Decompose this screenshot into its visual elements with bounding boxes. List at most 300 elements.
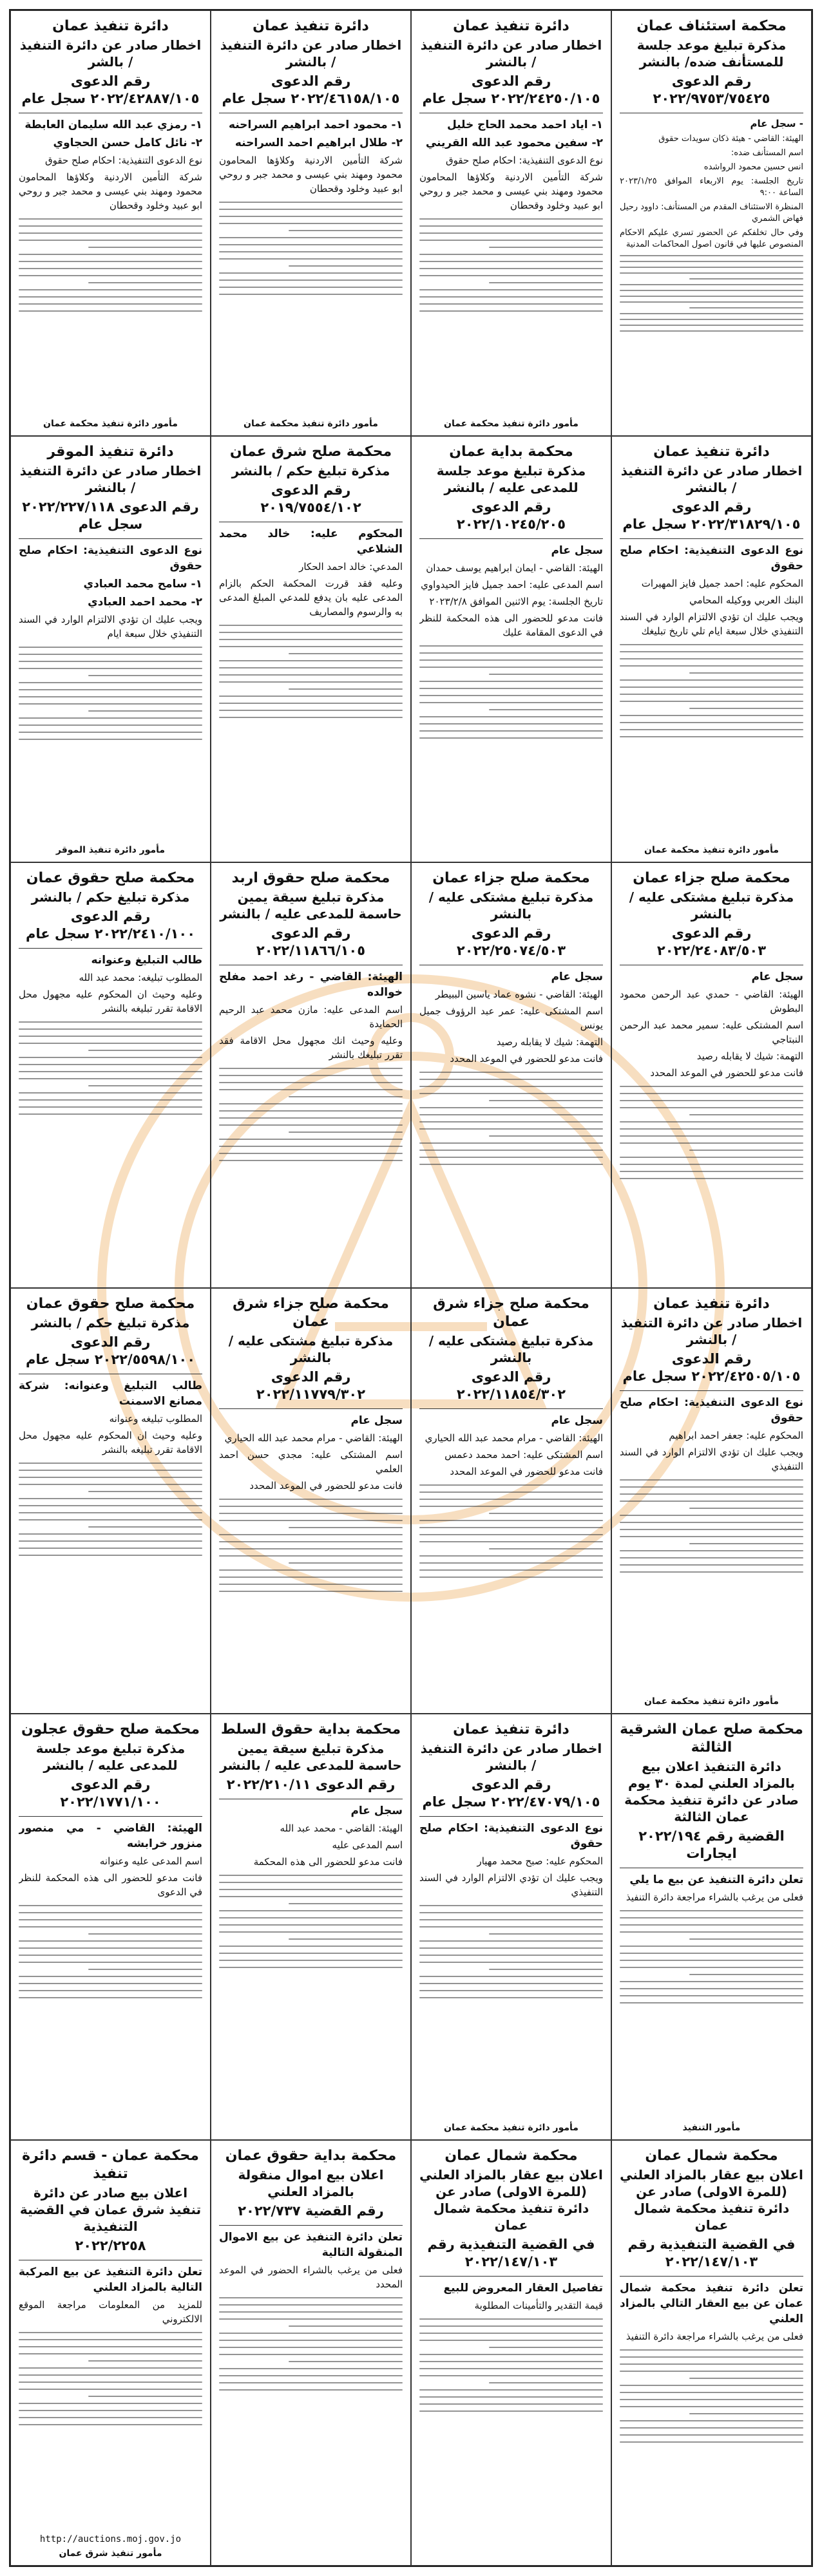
fine-print-line [19,1990,202,1991]
fine-print-line [620,1142,803,1144]
fine-print-line [419,303,603,305]
notice-court: محكمة شمال عمان [444,2147,578,2164]
notice-body [620,117,803,430]
fine-print-line [689,2378,803,2379]
fine-print-line [620,2363,803,2365]
fine-print-line [620,1157,803,1158]
fine-print-line [19,1028,202,1030]
fine-print-line [419,1107,603,1108]
fine-print-line [219,703,403,704]
notice-court: دائرة تنفيذ عمان [52,18,169,34]
fine-print-line [219,2375,403,2376]
fine-print-line [620,2427,803,2429]
notice-card [611,436,812,862]
fine-print-line [289,1132,403,1133]
fine-print-line [620,1128,803,1130]
fine-print-line [88,282,202,283]
notice-subject: اخطار صادر عن دائرة التنفيذ / بالنشر [420,37,602,70]
notice-line: نوع الدعوى التنفيذية: احكام صلح حقوق [620,544,803,573]
fine-print-line [219,1555,403,1557]
fine-print-line [419,1484,603,1486]
notices-grid [9,9,813,2567]
notice-case-number: رقم الدعوى ٢٠٢٢/٤٢٥٠٥/١٠٥ سجل عام [622,1350,801,1384]
fine-print-line [419,2318,603,2320]
notice-card [611,862,812,1288]
notice-body [419,969,603,1282]
fine-print-line [19,1092,202,1094]
fine-print-line [219,1541,403,1542]
notice-subject: مذكرة تبليغ مشتكى عليه / بالنشر [428,889,594,922]
fine-print-line [419,240,603,241]
fine-print-line [19,1555,202,1556]
fine-print-line [19,218,202,220]
notice-subject: اعلان بيع اموال منقولة بالمزاد العلني [238,2166,384,2199]
fine-print-line [620,729,803,730]
fine-print-line [219,1882,403,1883]
notice-line: ويجب عليك ان تؤدي الالتزام الوارد في السند التنفيذي خلال سبعة ايام تلي تاريخ تبليغك [620,611,803,638]
fine-print-line [419,1142,603,1144]
fine-print-line [219,2347,403,2348]
fine-print-line [19,1976,202,1977]
fine-print-line [19,1926,202,1927]
fine-print-line [19,268,202,269]
fine-print-line [19,1057,202,1058]
notice-card [211,862,411,1288]
fine-print-line [620,658,803,659]
notice-line: المدعي: خالد احمد الحكار [299,561,403,573]
fine-print-line [19,1997,202,1998]
fine-print-line [219,1584,403,1585]
fine-print-line [19,275,202,276]
fine-print-line [419,652,603,654]
fine-print-line [419,1150,603,1151]
notice-line: سجل عام [350,1804,403,1818]
fine-print-line [419,2325,603,2327]
notice-line: فعلى من يرغب بالشراء مراجعة دائرة التنفيذ [626,1891,803,1904]
fine-print-line [620,1924,803,1926]
fine-print-line [419,1492,603,1493]
fine-print-line [620,1086,803,1087]
fine-print-line [219,1569,403,1571]
notice-line: فانت مدعو للحضور الى هذه المحكمة [253,1856,403,1868]
fine-print-line [88,1050,202,1051]
fine-print-line [19,717,202,719]
fine-print-line [19,1470,202,1471]
fine-print-line [219,2382,403,2383]
notice-line: سجل عام [350,1414,403,1427]
fine-print-line [620,1917,803,1918]
notice-footer: مأمور دائرة تنفيذ الموقر [55,844,166,855]
fine-print-line [620,701,803,702]
notice-line: اسم المستأنف ضده: [731,148,803,158]
notice-divider [219,1408,403,1409]
fine-print-line [88,2396,202,2397]
fine-print-line [419,275,603,276]
notice-card [411,436,611,862]
fine-print-line [19,296,202,298]
fine-print-line [689,708,803,709]
fine-print-line [219,632,403,633]
notice-line: وعليه وحيث ان المحكوم عليه مجهول محل الاقامة تقرر تبليغه بالنشر [19,1429,202,1455]
notice-case-number: رقم الدعوى ٢٠٢٢/٥٥٩٨/١٠٠ سجل عام [25,1334,196,1367]
fine-print-line [419,730,603,732]
notice-divider [219,2225,403,2226]
fine-print-line [19,1106,202,1108]
fine-print-line [419,2340,603,2341]
notice-subject: مذكرة تبليغ موعد جلسة للمدعى عليه / بالنشر [436,463,586,496]
fine-print-line [419,2375,603,2376]
fine-print-line [19,1036,202,1037]
fine-print-line [419,1997,603,1998]
fine-print-line [489,1100,603,1101]
fine-print-line [219,1499,403,1500]
notice-line: - سجل عام [750,118,803,129]
notice-line: انس حسين محمود الرواشده [703,162,803,172]
notice-line: الهيئة: القاضي - نشوه عماد ياسين الببيطر [435,988,603,1000]
notice-line: سجل عام [551,1414,603,1427]
fine-print-line [19,2382,202,2383]
notice-subject: اخطار صادر عن دائرة التنفيذ / بالنشر [220,37,402,70]
notice-case-number: رقم الدعوى ٢٠٢٢/١١٧٧٩/٣٠٢ [256,1368,366,1402]
notice-footer: مأمور دائرة تنفيذ محكمة عمان [43,419,178,430]
fine-print-line [19,1947,202,1949]
notice-line: سجل عام [551,970,603,983]
fine-print-line [88,1085,202,1086]
fine-print-line [19,225,202,227]
fine-print-line [19,647,202,648]
notice-footer: مأمور التنفيذ [682,2122,741,2133]
fine-print-line [419,2368,603,2369]
fine-print-line [219,237,403,238]
fine-print-line [689,672,803,674]
fine-print-line [88,1933,202,1935]
notice-line: طالب التبليغ وعنوانه [91,953,202,967]
notice-court: محكمة عمان - قسم دائرة تنفيذ [22,2147,199,2182]
notice-card [411,2140,611,2566]
fine-print-line [620,313,803,314]
fine-print-line [689,1938,803,1940]
fine-print-line [219,1889,403,1890]
fine-print-line [419,1919,603,1920]
fine-print-line [219,294,403,295]
notice-line: سجل عام [551,544,603,558]
fine-print-line [19,1463,202,1464]
fine-print-line [289,688,403,690]
fine-print-line [620,1522,803,1523]
notice-body [419,1821,603,2118]
fine-print-line [219,1917,403,1918]
notice-divider [419,1408,603,1409]
notice-case-number: القضية رقم ٢٠٢٢/١٩٤ ايجارات [638,1828,785,1862]
notice-subject: اعلان بيع عقار بالمزاد العلني (للمرة الاولى) صادر عن دائرة تنفيذ محكمة شمال عمان [419,2166,603,2233]
notice-case-number: رقم الدعوى ٢٠٢٢/٩٧٥٣/٧٥٤٢٥ [653,73,770,106]
fine-print-line [620,2002,803,2003]
notice-line: التهمة: شيك لا يقابله رصيد [696,1050,803,1062]
notice-line: نوع الدعوى التنفيذية: احكام صلح حقوق [419,1822,603,1851]
notice-body [419,117,603,415]
fine-print-line [620,2392,803,2393]
fine-print-line [219,639,403,640]
fine-print-line [219,2368,403,2369]
fine-print-line [219,209,403,210]
notice-subject: مذكرة تبليغ سيقة يمين حاسمة للمدعى عليه / بالنشر [220,889,402,922]
notice-line: سجل عام [751,970,803,983]
notice-line: ١- اياد احمد محمد الحاج خليل [446,118,603,131]
notice-line: ويجب عليك ان تؤدي الالتزام الوارد في السند التنفيذي [419,1872,603,1899]
fine-print-line [19,2353,202,2354]
notice-line: طالب التبليغ وعنوانه: شركة مصانع الاسمنت [19,1379,202,1408]
fine-print-line [689,1508,803,1509]
notice-case-number: رقم الدعوى ٢٠٢٢/١٠٢٤٥/٢٠٥ [456,499,566,533]
notice-line: المطلوب تبليغه: محمد عبد الله [79,971,202,983]
notice-card [10,436,211,862]
fine-print-line [419,737,603,739]
notice-subject: مذكرة تبليغ موعد جلسة للمستأنف ضده/ بالنشر [636,37,787,70]
fine-print-line [419,659,603,661]
notice-subject: اخطار صادر عن دائرة التنفيذ / بالنشر [620,463,803,496]
notice-line: تعلن دائرة التنفيذ عن بيع الاموال المنقولة التالية [219,2230,403,2259]
notice-divider [620,538,803,539]
fine-print-line [19,696,202,697]
notice-line: وعليه وحيث ان المحكوم عليه مجهول محل الاقامة تقرر تبليغه بالنشر [19,988,202,1014]
fine-print-line [689,1974,803,1975]
fine-print-line [19,1919,202,1920]
notice-divider [620,1390,803,1391]
fine-print-line [620,284,803,285]
fine-print-line [620,2371,803,2372]
fine-print-line [419,310,603,312]
notice-card [10,862,211,1288]
fine-print-line [620,1931,803,1933]
notice-line: نوع الدعوى التنفيذية: احكام صلح حقوق [19,544,202,573]
notice-body [219,969,403,1282]
fine-print-line [289,1527,403,1528]
notice-body [620,969,803,1282]
notice-body [219,2230,403,2560]
notice-card [611,1714,812,2139]
fine-print-line [19,2367,202,2369]
fine-print-line [19,303,202,305]
fine-print-line [620,1479,803,1481]
fine-print-line [219,2304,403,2306]
notice-body [219,1413,403,1708]
fine-print-line [620,2349,803,2351]
fine-print-line [19,703,202,705]
fine-print-line [289,2361,403,2362]
notice-subject: مذكرة تبليغ مشتكى عليه / بالنشر [228,1332,394,1365]
fine-print-line [620,1135,803,1137]
fine-print-line [19,1071,202,1072]
fine-print-line [419,667,603,668]
notice-line: المحكوم عليه: احمد جميل فايز المهيرات [641,578,803,590]
notice-body [419,543,603,856]
notice-line: نوع الدعوى التنفيذية: احكام صلح حقوق [620,1396,803,1425]
notice-court: محكمة استئناف عمان [636,18,787,34]
fine-print-line [489,709,603,710]
fine-print-line [419,232,603,234]
fine-print-line [419,1499,603,1500]
notice-body [19,952,202,1282]
fine-print-line [419,1555,603,1557]
fine-print-line [19,2346,202,2347]
fine-print-line [419,289,603,290]
fine-print-line [19,2424,202,2425]
notice-line: اسم المدعى عليه [332,1839,403,1852]
fine-print-line [219,2354,403,2355]
fine-print-line [219,1960,403,1961]
fine-print-line [419,2410,603,2412]
notice-body [19,543,202,840]
fine-print-line [419,261,603,262]
fine-print-line [19,261,202,262]
fine-print-line [620,261,803,262]
notice-line: نوع الدعوى التنفيذية: احكام صلح حقوق [445,155,603,166]
fine-print-line [219,1110,403,1112]
fine-print-line [19,1498,202,1499]
notice-card [211,1714,411,2139]
fine-print-line [620,651,803,652]
fine-print-line [289,2325,403,2327]
notice-case-number: رقم الدعوى ٢٠٢٢/٢٤١٠/١٠٠ سجل عام [25,908,196,942]
notice-case-number: رقم الدعوى ٢٠٢٢/٤٧٠٧٩/١٠٥ سجل عام [422,1777,600,1810]
notice-card [211,436,411,862]
fine-print-line [219,2311,403,2313]
fine-print-line [19,232,202,234]
notice-body [19,1821,202,2134]
fine-print-line [19,1519,202,1520]
notice-case-number: رقم الدعوى ٢٠٢٢/٢٥٠٧٤/٥٠٣ [456,925,566,958]
notice-court: دائرة تنفيذ عمان [253,18,369,34]
fine-print-line [219,1591,403,1592]
notice-court: محكمة صلح حقوق عمان [26,869,195,886]
fine-print-line [620,1501,803,1502]
fine-print-line [419,1990,603,1991]
fine-print-line [219,244,403,245]
notice-line: شركة التأمين الاردنية وكلاؤها المحامون محمود ومهند بني عيسى و محمد جبر و روحي ابو عبيد وخلود وقحطان [419,171,603,211]
fine-print-line [219,279,403,281]
notice-body [620,543,803,840]
fine-print-line [19,1962,202,1963]
fine-print-line [19,1955,202,1956]
notice-line: فعلى من يرغب بالشراء الحضور في الموعد المحدد [219,2264,403,2290]
fine-print-line [19,654,202,655]
notice-line: ١- سامح محمد العبادي [83,578,202,591]
notice-line: تعلن دائرة التنفيذ عن بيع ما يلي [629,1873,803,1887]
notice-line: شركة التأمين الاردنية وكلاؤها المحامون محمود ومهند بني عيسى و محمد جبر و روحي ابو عبيد وخلود وقحطان [19,171,202,211]
fine-print-line [19,1043,202,1044]
fine-print-line [620,722,803,723]
notice-line: فانت مدعو للحضور في الموعد المحدد [650,1066,803,1079]
fine-print-line [689,278,803,279]
notice-subject: اخطار صادر عن دائرة التنفيذ / بالنشر [620,1314,803,1347]
notice-line: ٢- سفين محمود عبد الله القريني [425,137,603,149]
fine-print-line [419,1527,603,1528]
fine-print-line [419,723,603,724]
fine-print-line [19,1484,202,1485]
notice-line: الهيئة: القاضي - مي منصور منزور خرابشه [19,1822,202,1851]
fine-print-line [219,1896,403,1897]
fine-print-line [419,1976,603,1977]
notice-case-number: رقم الدعوى ٢٠٢٢/٢١٠/١١ [226,1777,396,1793]
notice-divider [19,948,202,949]
fine-print-line [689,1543,803,1544]
fine-print-line [289,653,403,654]
fine-print-line [419,1157,603,1158]
fine-print-line [88,1491,202,1492]
fine-print-line [19,1540,202,1542]
notice-card [211,2140,411,2566]
notice-court: محكمة صلح حقوق عمان [26,1295,195,1312]
notice-line: فانت مدعو للحضور في الموعد المحدد [450,1465,603,1477]
fine-print-line [19,1505,202,1506]
fine-print-line [489,1513,603,1514]
notice-divider [19,1816,202,1817]
notice-court: محكمة صلح جزاء عمان [432,869,590,886]
fine-print-line [620,290,803,291]
notice-divider [19,538,202,539]
fine-print-line [19,2332,202,2333]
notice-subject: مذكرة تبليغ سيقة يمين حاسمة للمدعى عليه / بالنشر [220,1741,402,1774]
fine-print-line [419,1128,603,1130]
fine-print-line [219,216,403,217]
fine-print-line [419,1534,603,1535]
notice-case-number: رقم الدعوى ٢٠٢٢/٢٤٠٨٣/٥٠٣ [656,925,767,958]
notice-line: تاريخ الجلسة: يوم الاثنين الموافق ٢٠٢٣/٢/٨ [429,596,603,608]
fine-print-line [219,2389,403,2391]
fine-print-line [419,1955,603,1956]
fine-print-line [19,1064,202,1065]
fine-print-line [19,668,202,669]
fine-print-line [419,2389,603,2391]
notice-footer: مأمور دائرة تنفيذ محكمة عمان [444,2122,578,2133]
fine-print-line [620,1564,803,1566]
notice-subject: مذكرة تبليغ مشتكى عليه / بالنشر [428,1332,594,1365]
notice-body [419,2280,603,2560]
notice-body [219,526,403,856]
fine-print-line [620,301,803,303]
fine-print-line [620,1121,803,1122]
fine-print-line [219,1910,403,1911]
notice-case-number: رقم الدعوى ٢٠٢٢/١١٨٥٤/٣٠٢ [456,1368,566,1402]
fine-print-line [620,2356,803,2358]
fine-print-line [19,1905,202,1906]
fine-print-line [419,645,603,647]
fine-print-line [620,1946,803,1947]
notice-body [419,1413,603,1708]
fine-print-line [489,1135,603,1137]
fine-print-line [219,1875,403,1876]
notice-card [611,10,812,436]
fine-print-line [19,1021,202,1023]
notice-line: ويجب عليك ان تؤدي الالتزام الوارد في السند التنفيذي [620,1446,803,1472]
fine-print-line [419,1541,603,1542]
notice-line: الهيئة: القاضي - ايمان ابراهيم يوسف حمدان [426,562,603,574]
notice-card [10,1288,211,1714]
fine-print-line [620,2385,803,2386]
fine-print-line [219,1953,403,1954]
fine-print-line [620,2441,803,2443]
notice-line: وعليه وحيث انك مجهول محل الاقامة فقد تقرر تبليغك بالنشر [219,1034,403,1061]
fine-print-line [289,1562,403,1564]
notice-line: ١- محمود احمد ابراهيم السراحنه [228,118,403,131]
notice-line: ٢- طلال ابراهيم احمد السراحنه [234,137,403,149]
fine-print-line [419,1072,603,1073]
notice-line: اسم المدعى عليه: احمد جميل فايز الحيدواوي [421,579,603,591]
fine-print-line [19,240,202,241]
notice-line: فانت مدعو للحضور الى هذه المحكمة للنظر في الدعوى [19,1872,202,1899]
fine-print-line [88,675,202,676]
notice-case-number: رقم الدعوى ٢٠١٩/٧٥٥٤/١٠٢ [260,482,361,516]
